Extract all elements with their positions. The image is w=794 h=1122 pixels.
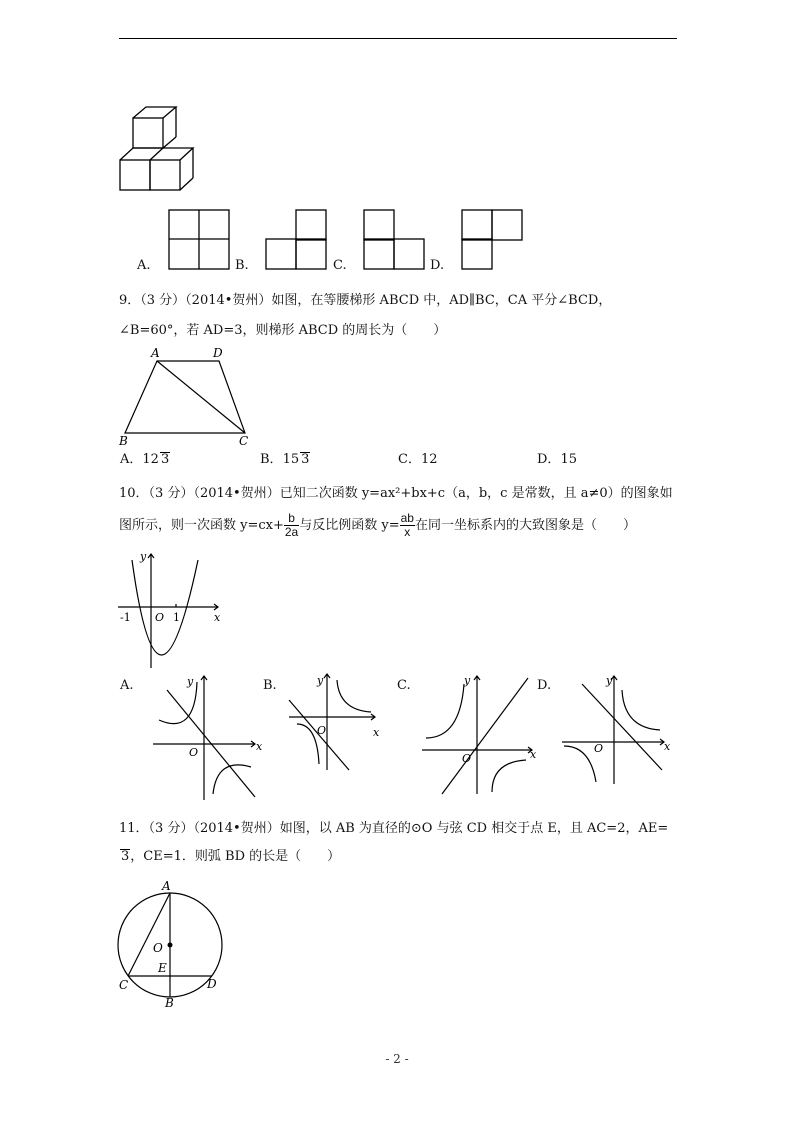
q9-option-b-coef: 15 [282,452,300,467]
q8-option-a-figure [168,209,230,271]
q9-option-d-letter: D． [537,452,561,467]
q10-fraction-ab-over-x [400,512,415,539]
q8-option-d-label[interactable]: D. [430,258,445,273]
parabola-y-label: y [140,550,147,563]
q8-option-b-label[interactable]: B. [235,258,249,273]
q9-text-line2: ∠B=60°，若 AD=3，则梯形 ABCD 的周长为（ ） [119,323,447,338]
q9-option-b-letter: B． [260,452,283,467]
q10-line2-pre: 图所示，则一次函数 y=cx+ [119,518,284,533]
frac1-denominator: 2a [284,525,299,539]
q8-option-c-figure [362,209,426,271]
vertex-label-b: B [119,434,128,448]
q9-option-a-coef: 12 [142,452,159,467]
circle-label-a: A [162,879,171,893]
frac1-numerator: b [284,512,299,526]
q10-option-d-graph [560,672,675,787]
q10b-origin-label: O [317,724,327,737]
header-rule [119,38,677,39]
q10-text-line1: 10．（3 分）（2014•贺州）已知二次函数 y=ax²+bx+c（a，b，c 是常数，且 a≠0）的图象如 [119,486,673,501]
circle-label-d: D [207,977,217,991]
page-number: - 2 - [385,1052,409,1066]
parabola-origin-label: O [155,611,165,624]
circle-chord-figure [115,878,235,1008]
q10a-x-label: x [256,740,263,753]
q11-line2-post: ，CE=1．则弧 BD 的长是（ ） [130,849,341,864]
q8-option-c-label[interactable]: C. [333,258,347,273]
q10-line2-post: 在同一坐标系内的大致图象是（ ） [414,518,636,533]
circle-label-b: B [165,996,174,1010]
q10d-origin-label: O [594,742,604,755]
circle-label-o: O [153,941,163,955]
circle-label-c: C [119,978,129,992]
q10d-y-label: y [606,674,613,687]
q10-option-d-label[interactable]: D. [537,678,552,693]
parabola-neg-one-label: -1 [120,611,131,624]
q8-option-b-figure [264,209,328,271]
q10b-y-label: y [317,674,324,687]
vertex-label-d: D [213,346,223,360]
q10a-y-label: y [187,675,194,688]
q10-text-line2 [119,512,636,540]
q8-option-a-label[interactable]: A. [137,258,151,273]
q10-option-b-label[interactable]: B. [263,678,277,693]
q10-option-c-graph [420,672,540,797]
q10c-origin-label: O [462,752,472,765]
q10-option-a-graph [147,672,267,802]
q10c-x-label: x [530,748,537,761]
q8-option-d-figure [460,209,524,271]
q9-option-a-letter: A． [120,452,143,467]
circle-label-e: E [158,961,167,975]
frac2-denominator: x [404,525,411,539]
q9-option-d[interactable] [537,451,577,469]
q11-radical: 3 [121,849,130,864]
q10b-x-label: x [373,726,380,739]
parabola-graph [118,550,228,672]
vertex-label-a: A [151,346,160,360]
q9-option-b-radical: 3 [301,452,310,467]
q10c-y-label: y [464,674,471,687]
q9-option-a[interactable] [120,451,170,469]
q9-option-b[interactable] [260,451,310,469]
q10-option-c-label[interactable]: C. [397,678,411,693]
q10a-origin-label: O [189,746,199,759]
q10-line2-mid: 与反比例函数 y= [299,518,400,533]
q9-option-a-radical: 3 [160,452,170,467]
frac2-numerator: ab [400,511,414,525]
vertex-label-c: C [239,434,249,448]
q11-text-line2 [119,848,340,866]
q10-option-b-graph [287,672,382,772]
q11-text-line1: 11．（3 分）（2014•贺州）如图，以 AB 为直径的⊙O 与弦 CD 相交于点 E，且 AC=2，AE= [119,821,669,836]
trapezoid-figure [115,345,265,450]
q10-fraction-b-over-2a [284,512,299,539]
q9-option-c[interactable] [398,451,438,469]
q9-option-c-letter: C． [398,452,421,467]
q9-option-d-value: 15 [560,452,577,467]
q10d-x-label: x [664,740,671,753]
parabola-one-label: 1 [173,611,180,624]
parabola-x-label: x [214,611,221,624]
q9-option-c-value: 12 [420,452,438,467]
q10-option-a-label[interactable]: A. [120,678,134,693]
q9-text-line1: 9．（3 分）（2014•贺州）如图，在等腰梯形 ABCD 中，AD∥BC，CA 平分∠BCD， [119,293,612,308]
cube-stack-figure [118,105,213,195]
